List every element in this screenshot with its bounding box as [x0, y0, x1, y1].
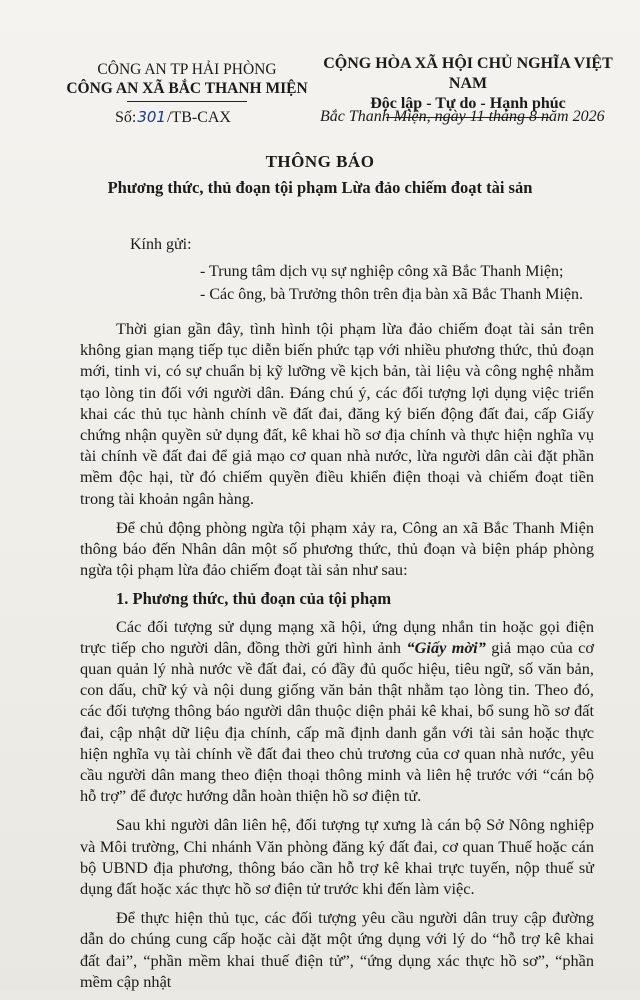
agency-underline: [127, 101, 247, 102]
paragraph-method: [80, 616, 594, 807]
recipient-item: - Các ông, bà Trưởng thôn trên địa bàn xã Bắc Thanh Miện.: [200, 286, 583, 303]
agency-name: CÔNG AN XÃ BẮC THANH MIỆN: [66, 80, 308, 97]
national-motto: Độc lập - Tự do - Hạnh phúc: [370, 95, 566, 112]
paragraph-method-part1: Các đối tượng sử dụng mạng xã hội, ứng dụng nhắn tin hoặc gọi điện trực tiếp cho người dân, đồng thời gửi hình ảnh: [80, 616, 594, 657]
paragraph-method-part2: giả mạo của cơ quan quản lý nhà nước về đất đai, có đầy đủ quốc hiệu, tiêu ngữ, số văn bản, con dấu, chữ ký và nội dung giống văn bản thật nhằm tạo lòng tin. Theo đó, các đối tượng thông báo người dân thuộc diện phải kê khai, bổ sung hồ sơ đất đai, cập nhật dữ liệu địa chính, cấp mã định danh gắn với tài sản hoặc thực hiện nghĩa vụ tài chính về đất đai theo chủ trương của cơ quan nhà nước, yêu cầu người dân mang theo điện thoại thông minh và liên hệ trước với “cán bộ hỗ trợ” để được hướng dẫn hoàn thiện hồ sơ điện tử.: [80, 637, 594, 806]
paragraph-contact: Sau khi người dân liên hệ, đối tượng tự xưng là cán bộ Sở Nông nghiệp và Môi trường, Chi nhánh Văn phòng đăng ký đất đai, cơ quan Thuế hoặc cán bộ UBND địa phương, thông báo cần hỗ trợ kê khai trực tuyến, nộp thuế sử dụng đất hoặc xác thực hồ sơ điện tử trước khi đến làm việc.: [80, 815, 594, 899]
place-and-date: Bắc Thanh Miện, ngày 11 tháng 8 năm 2026: [320, 108, 605, 125]
document-number-prefix: Số:: [115, 109, 137, 126]
invitation-emphasis: “Giấy mời”: [406, 637, 486, 657]
document-number: [115, 108, 231, 127]
recipient-list: [200, 260, 583, 306]
document-title: THÔNG BÁO: [265, 152, 375, 171]
paragraph-intro: Thời gian gần đây, tình hình tội phạm lừa đảo chiếm đoạt tài sản trên không gian mạng tiếp tục diễn biến phức tạp với nhiều phương thức, thủ đoạn mới, tinh vi, có sự chuẩn bị kỹ lưỡng về kịch bản, tài liệu và công nghệ nhằm tạo lòng tin đối với người dân. Đáng chú ý, các đối tượng lợi dụng việc triển khai các thủ tục hành chính về đất đai, đăng ký biến động đất đai, cấp Giấy chứng nhận quyền sử dụng đất, kê khai hồ sơ địa chính và thực hiện nghĩa vụ tài chính về đất đai để giả mạo cơ quan nhà nước, lừa người dân cài đặt phần mềm độc hại, từ đó chiếm quyền điều khiển điện thoại và chiếm đoạt tiền trong tài khoản ngân hàng.: [80, 319, 594, 508]
recipient-item: - Trung tâm dịch vụ sự nghiệp công xã Bắc Thanh Miện;: [200, 263, 564, 280]
section-heading: 1. Phương thức, thủ đoạn của tội phạm: [116, 589, 392, 609]
document-body: [80, 318, 594, 1000]
parent-agency-name: CÔNG AN TP HẢI PHÒNG: [97, 61, 277, 78]
issuing-agency-header: [52, 60, 322, 102]
national-name: CỘNG HÒA XÃ HỘI CHỦ NGHĨA VIỆT NAM: [323, 55, 613, 92]
document-number-suffix: /TB-CAX: [166, 109, 231, 126]
paragraph-purpose: Để chủ động phòng ngừa tội phạm xảy ra, Công an xã Bắc Thanh Miện thông báo đến Nhân dân một số phương thức, thủ đoạn và biện pháp phòng ngừa tội phạm lừa đảo chiếm đoạt tài sản như sau:: [80, 517, 594, 580]
handwritten-number: 301: [137, 108, 166, 126]
greeting: Kính gửi:: [130, 236, 192, 253]
document-subtitle: Phương thức, thủ đoạn tội phạm Lừa đảo chiếm đoạt tài sản: [107, 178, 533, 197]
paragraph-procedure: Để thực hiện thủ tục, các đối tượng yêu cầu người dân truy cập đường dẫn do chúng cung cấp hoặc cài đặt một ứng dụng với lý do “hỗ trợ kê khai đất đai”, “phần mềm khai thuế điện tử”, “ứng dụng xác thực hồ sơ”, “phần mềm cập nhật: [80, 908, 594, 991]
